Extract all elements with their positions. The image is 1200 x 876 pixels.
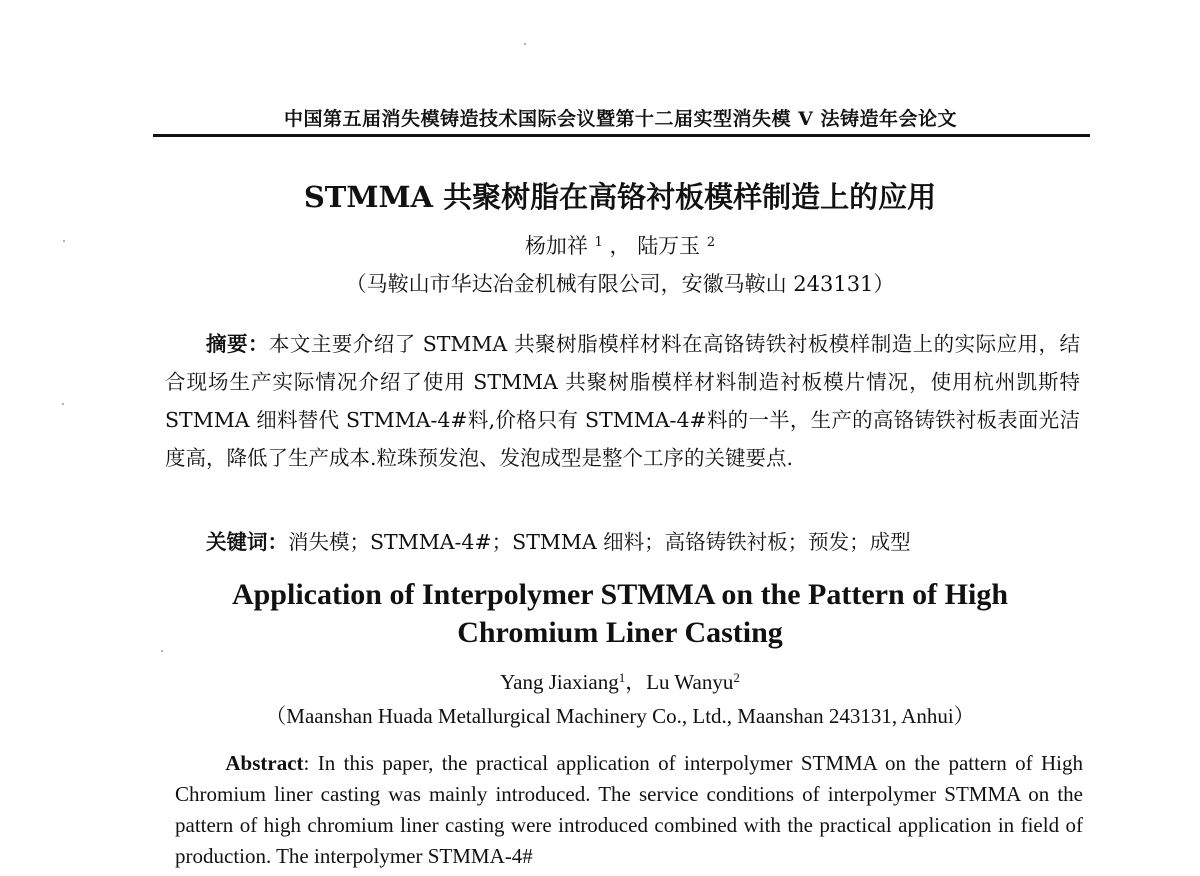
english-title-line-2: Chromium Liner Casting — [457, 616, 783, 649]
chinese-abstract — [165, 325, 1080, 477]
chinese-author-2: 陆万玉 — [637, 234, 701, 258]
scan-speck — [62, 403, 64, 405]
english-authors — [150, 666, 1090, 696]
english-author-2: Lu Wanyu — [646, 670, 734, 694]
chinese-keywords-label: 关键词： — [206, 530, 288, 554]
chinese-title: STMMA 共聚树脂在高铬衬板模样制造上的应用 — [303, 180, 937, 214]
english-author-2-mark: 2 — [733, 669, 740, 685]
scan-speck — [524, 43, 526, 45]
chinese-author-2-mark: 2 — [706, 234, 716, 250]
chinese-authors — [150, 230, 1090, 260]
chinese-affiliation: （马鞍山市华达冶金机械有限公司，安徽马鞍山 243131） — [345, 272, 895, 296]
english-title-line-1: Application of Interpolymer STMMA on the Pattern of High — [231, 578, 1009, 611]
running-head: 中国第五届消失模铸造技术国际会议暨第十二届实型消失模 V 法铸造年会论文 — [284, 108, 957, 130]
chinese-keywords-text: 消失模；STMMA-4#；STMMA 细料；高铬铸铁衬板；预发；成型 — [288, 530, 911, 554]
english-affiliation: （Maanshan Huada Metallurgical Machinery Co., Ltd., Maanshan 243131, Anhui） — [265, 704, 975, 728]
english-author-1-mark: 1 — [618, 669, 626, 685]
chinese-abstract-text: 本文主要介绍了 STMMA 共聚树脂模样材料在高铬铸铁衬板模样制造上的实际应用，结合现场生产实际情况介绍了使用 STMMA 共聚树脂模样材料制造衬板模片情况，使用杭州凯斯特 STMMA 细料替代 STMMA-4#料,价格只有 STMMA-4#料的一半，生产的高铬铸铁衬板表面光洁度高，降低了生产成本.粒珠预发泡、发泡成型是整个工序的关键要点. — [165, 332, 1080, 470]
scan-speck — [161, 650, 163, 652]
chinese-keywords — [165, 525, 1080, 555]
english-abstract-colon: : — [303, 751, 310, 775]
english-abstract — [175, 748, 1083, 872]
chinese-author-1: 杨加祥 — [524, 234, 588, 258]
english-abstract-label: Abstract — [225, 751, 304, 775]
english-author-1: Yang Jiaxiang — [500, 670, 619, 694]
chinese-abstract-label: 摘要： — [206, 332, 269, 356]
english-abstract-text: In this paper, the practical application of interpolymer STMMA on the pattern of High Chromium liner casting was mainly introduced. The service conditions of interpolymer STMMA on the pattern of high chromium liner casting were introduced combined with the practical application in field of production. The interpolymer STMMA-4# — [175, 751, 1083, 868]
chinese-author-separator: ， — [609, 234, 631, 258]
english-title — [150, 576, 1090, 652]
header-rule — [153, 134, 1090, 137]
chinese-author-1-mark: 1 — [594, 234, 603, 250]
english-author-separator: ， — [625, 670, 647, 694]
scan-speck — [63, 240, 65, 242]
